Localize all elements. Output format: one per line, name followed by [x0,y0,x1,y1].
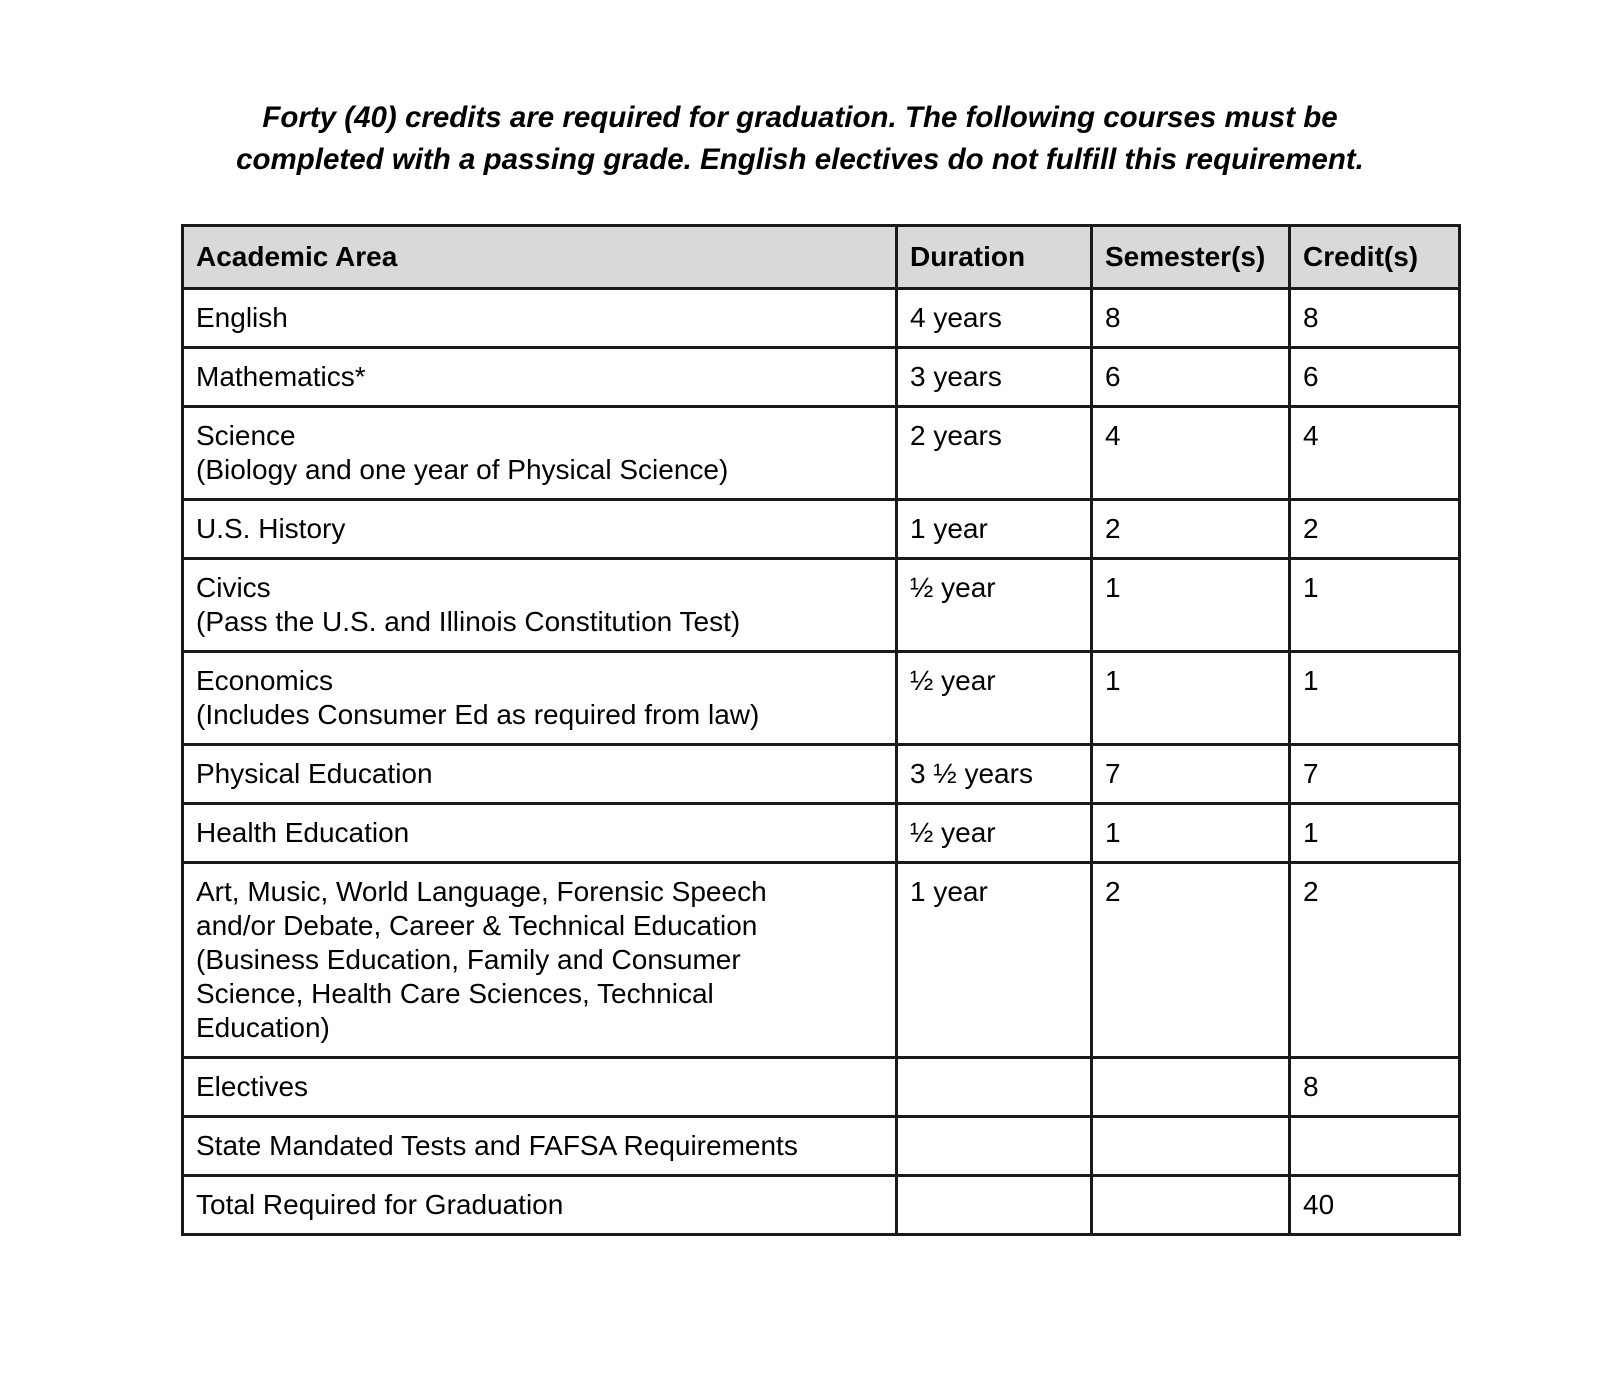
cell-credits: 8 [1290,1058,1460,1117]
table-row [183,1058,1460,1117]
table-header [183,226,1460,289]
cell-duration: ½ year [897,652,1092,745]
academic-area-line: Physical Education [196,758,433,789]
cell-credits: 1 [1290,804,1460,863]
academic-area-line: (Biology and one year of Physical Science) [196,454,729,485]
academic-area-line: Mathematics* [196,361,366,392]
cell-credits: 2 [1290,500,1460,559]
header-row [183,226,1460,289]
cell-academic-area [183,559,897,652]
academic-area-line: English [196,302,288,333]
cell-semesters: 7 [1092,745,1290,804]
cell-credits: 1 [1290,652,1460,745]
academic-area-line: and/or Debate, Career & Technical Education [196,910,758,941]
cell-duration: 4 years [897,289,1092,348]
cell-semesters [1092,1117,1290,1176]
cell-duration: 1 year [897,863,1092,1058]
header-academic-area: Academic Area [183,226,897,289]
header-semesters: Semester(s) [1092,226,1290,289]
academic-area-line: Electives [196,1071,309,1102]
cell-semesters: 1 [1092,804,1290,863]
cell-credits: 7 [1290,745,1460,804]
academic-area-line: U.S. History [196,513,346,544]
cell-semesters: 8 [1092,289,1290,348]
cell-semesters: 2 [1092,863,1290,1058]
cell-semesters: 6 [1092,348,1290,407]
cell-academic-area [183,1176,897,1235]
table-row [183,804,1460,863]
cell-academic-area [183,289,897,348]
cell-duration: 2 years [897,407,1092,500]
cell-duration: 3 years [897,348,1092,407]
cell-credits: 2 [1290,863,1460,1058]
cell-credits [1290,1117,1460,1176]
header-duration: Duration [897,226,1092,289]
cell-semesters: 1 [1092,652,1290,745]
cell-credits: 4 [1290,407,1460,500]
academic-area-line: Economics [196,665,333,696]
table-row [183,348,1460,407]
academic-area-line: Civics [196,572,271,603]
intro-line: Forty (40) credits are required for graduation. The following courses must be [262,101,1338,134]
cell-academic-area [183,652,897,745]
cell-semesters [1092,1176,1290,1235]
cell-academic-area [183,863,897,1058]
cell-academic-area [183,1117,897,1176]
table-row [183,407,1460,500]
table-row [183,289,1460,348]
table-body [183,289,1460,1235]
academic-area-line: (Includes Consumer Ed as required from law) [196,699,760,730]
table-row [183,1176,1460,1235]
table-row [183,652,1460,745]
cell-duration: ½ year [897,559,1092,652]
intro-paragraph [150,97,1450,181]
table-row [183,559,1460,652]
cell-credits: 1 [1290,559,1460,652]
cell-duration: ½ year [897,804,1092,863]
cell-semesters [1092,1058,1290,1117]
intro-line: completed with a passing grade. English electives do not fulfill this requirement. [236,143,1364,176]
cell-duration: 3 ½ years [897,745,1092,804]
academic-area-line: Art, Music, World Language, Forensic Speech [196,876,767,907]
cell-academic-area [183,804,897,863]
academic-area-line: Education) [196,1012,330,1043]
cell-academic-area [183,745,897,804]
cell-duration [897,1058,1092,1117]
academic-area-line: Science [196,420,296,451]
table-row [183,863,1460,1058]
table-row [183,1117,1460,1176]
cell-duration [897,1176,1092,1235]
academic-area-line: Total Required for Graduation [196,1189,564,1220]
table-row [183,745,1460,804]
cell-academic-area [183,1058,897,1117]
cell-duration: 1 year [897,500,1092,559]
cell-semesters: 1 [1092,559,1290,652]
table-row [183,500,1460,559]
cell-duration [897,1117,1092,1176]
cell-academic-area [183,407,897,500]
cell-credits: 40 [1290,1176,1460,1235]
cell-semesters: 2 [1092,500,1290,559]
academic-area-line: Science, Health Care Sciences, Technical [196,978,714,1009]
cell-semesters: 4 [1092,407,1290,500]
academic-area-line: (Pass the U.S. and Illinois Constitution Test) [196,606,741,637]
header-credits: Credit(s) [1290,226,1460,289]
graduation-requirements-table [181,224,1461,1236]
cell-credits: 8 [1290,289,1460,348]
cell-academic-area [183,500,897,559]
academic-area-line: State Mandated Tests and FAFSA Requirements [196,1130,798,1161]
academic-area-line: (Business Education, Family and Consumer [196,944,741,975]
academic-area-line: Health Education [196,817,410,848]
cell-credits: 6 [1290,348,1460,407]
cell-academic-area [183,348,897,407]
